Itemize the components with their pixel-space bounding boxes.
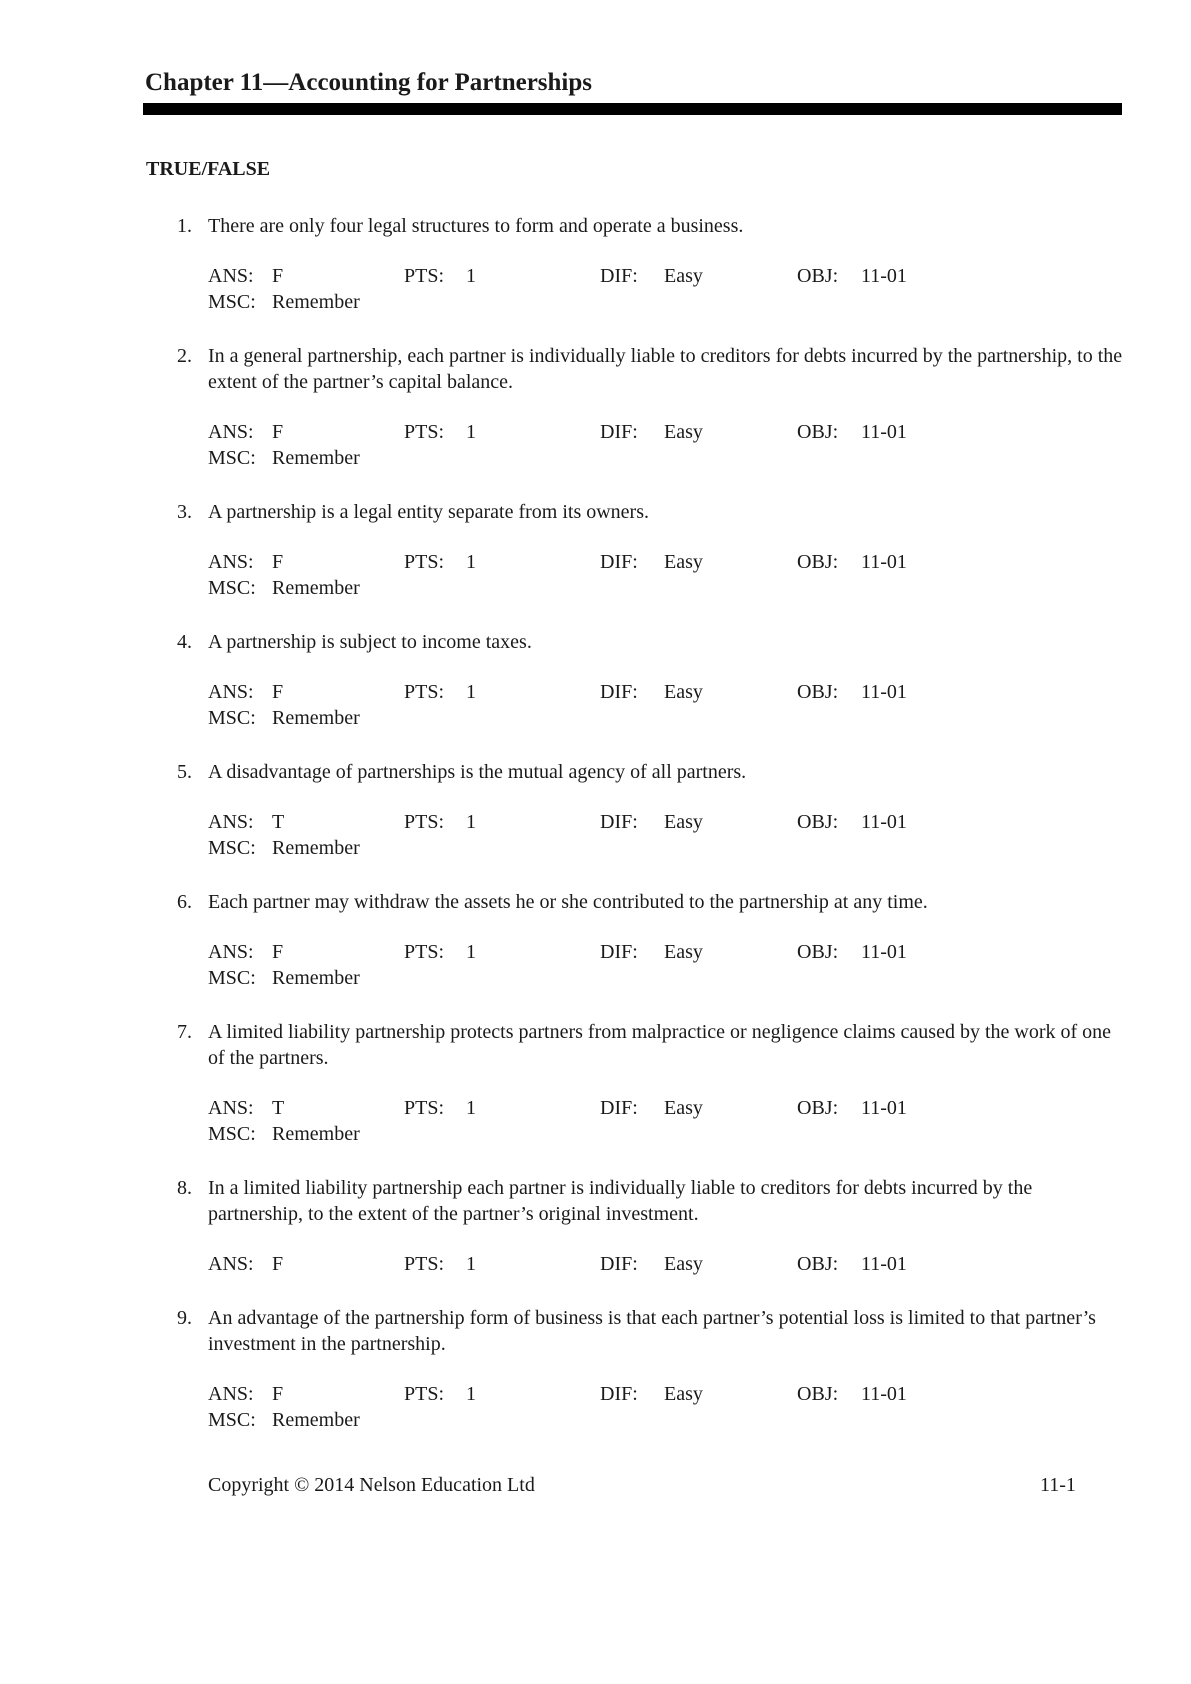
obj-label: OBJ:	[797, 1253, 839, 1275]
pts-value: 1	[466, 1097, 476, 1119]
obj-label: OBJ:	[797, 1383, 839, 1405]
pts-value: 1	[466, 1383, 476, 1405]
dif-value: Easy	[664, 1097, 703, 1119]
answer-meta-row	[208, 549, 1191, 575]
obj-value: 11-01	[861, 811, 907, 833]
question-number: 8.	[177, 1177, 192, 1199]
answer-meta	[208, 419, 1191, 471]
pts-label: PTS:	[404, 811, 445, 833]
obj-value: 11-01	[861, 551, 907, 573]
ans-value: T	[272, 1097, 285, 1119]
dif-value: Easy	[664, 1253, 703, 1275]
answer-meta	[208, 1095, 1191, 1147]
dif-label: DIF:	[600, 1253, 638, 1275]
obj-label: OBJ:	[797, 811, 839, 833]
answer-meta-row	[208, 263, 1191, 289]
answer-meta	[208, 1251, 1191, 1277]
ans-value: T	[272, 811, 285, 833]
answer-meta	[208, 679, 1191, 731]
dif-label: DIF:	[600, 265, 638, 287]
answer-meta	[208, 809, 1191, 861]
pts-label: PTS:	[404, 681, 445, 703]
msc-label: MSC:	[208, 1123, 256, 1145]
ans-label: ANS:	[208, 681, 254, 703]
question-number: 2.	[177, 345, 192, 367]
question-item	[0, 343, 1191, 471]
pts-label: PTS:	[404, 1383, 445, 1405]
msc-value: Remember	[272, 1123, 360, 1145]
ans-value: F	[272, 265, 284, 287]
dif-value: Easy	[664, 265, 703, 287]
ans-label: ANS:	[208, 941, 254, 963]
answer-meta-row	[208, 1095, 1191, 1121]
dif-label: DIF:	[600, 1097, 638, 1119]
dif-label: DIF:	[600, 681, 638, 703]
question-number: 5.	[177, 761, 192, 783]
msc-value: Remember	[272, 837, 360, 859]
question-item	[0, 499, 1191, 601]
msc-value: Remember	[272, 291, 360, 313]
dif-label: DIF:	[600, 941, 638, 963]
answer-meta-row	[208, 1251, 1191, 1277]
ans-value: F	[272, 551, 284, 573]
dif-value: Easy	[664, 551, 703, 573]
dif-label: DIF:	[600, 421, 638, 443]
pts-value: 1	[466, 421, 476, 443]
ans-value: F	[272, 1253, 284, 1275]
dif-value: Easy	[664, 811, 703, 833]
answer-meta-row	[208, 419, 1191, 445]
ans-value: F	[272, 1383, 284, 1405]
dif-label: DIF:	[600, 811, 638, 833]
question-number: 6.	[177, 891, 192, 913]
msc-label: MSC:	[208, 837, 256, 859]
question-item	[0, 1019, 1191, 1147]
dif-value: Easy	[664, 1383, 703, 1405]
answer-meta-row	[208, 575, 1191, 601]
question-text: A partnership is a legal entity separate from its owners.	[208, 501, 649, 523]
obj-value: 11-01	[861, 1383, 907, 1405]
question-item	[0, 889, 1191, 991]
answer-meta-row	[208, 1407, 1191, 1433]
question-number: 9.	[177, 1307, 192, 1329]
obj-label: OBJ:	[797, 1097, 839, 1119]
pts-label: PTS:	[404, 1253, 445, 1275]
question-text: A disadvantage of partnerships is the mutual agency of all partners.	[208, 761, 747, 783]
question-text: There are only four legal structures to form and operate a business.	[208, 215, 744, 237]
answer-meta-row	[208, 1121, 1191, 1147]
question-list	[0, 213, 1191, 1461]
answer-meta-row	[208, 965, 1191, 991]
pts-value: 1	[466, 551, 476, 573]
obj-value: 11-01	[861, 1097, 907, 1119]
obj-label: OBJ:	[797, 265, 839, 287]
question-text: Each partner may withdraw the assets he or she contributed to the partnership at any time.	[208, 891, 928, 913]
pts-label: PTS:	[404, 265, 445, 287]
dif-value: Easy	[664, 421, 703, 443]
question-number: 7.	[177, 1021, 192, 1043]
pts-label: PTS:	[404, 941, 445, 963]
obj-label: OBJ:	[797, 421, 839, 443]
obj-value: 11-01	[861, 265, 907, 287]
ans-label: ANS:	[208, 265, 254, 287]
ans-label: ANS:	[208, 811, 254, 833]
answer-meta	[208, 1381, 1191, 1433]
answer-meta	[208, 549, 1191, 601]
answer-meta	[208, 263, 1191, 315]
pts-value: 1	[466, 265, 476, 287]
ans-label: ANS:	[208, 1097, 254, 1119]
question-item	[0, 1305, 1191, 1433]
question-item	[0, 629, 1191, 731]
answer-meta-row	[208, 939, 1191, 965]
ans-label: ANS:	[208, 1253, 254, 1275]
obj-value: 11-01	[861, 1253, 907, 1275]
answer-meta-row	[208, 445, 1191, 471]
msc-value: Remember	[272, 1409, 360, 1431]
dif-label: DIF:	[600, 551, 638, 573]
question-text: A limited liability partnership protects partners from malpractice or negligence claims caused by the work of one of the partners.	[208, 1021, 1112, 1069]
answer-meta-row	[208, 809, 1191, 835]
msc-label: MSC:	[208, 447, 256, 469]
answer-meta-row	[208, 1381, 1191, 1407]
pts-label: PTS:	[404, 1097, 445, 1119]
pts-label: PTS:	[404, 551, 445, 573]
chapter-title: Chapter 11—Accounting for Partnerships	[145, 69, 592, 96]
ans-value: F	[272, 421, 284, 443]
msc-label: MSC:	[208, 967, 256, 989]
section-heading: TRUE/FALSE	[146, 158, 271, 180]
msc-value: Remember	[272, 447, 360, 469]
footer-copyright: Copyright © 2014 Nelson Education Ltd	[208, 1474, 535, 1496]
footer-page-number: 11-1	[1040, 1474, 1076, 1496]
obj-label: OBJ:	[797, 941, 839, 963]
answer-meta-row	[208, 705, 1191, 731]
question-item	[0, 1175, 1191, 1277]
pts-value: 1	[466, 681, 476, 703]
pts-value: 1	[466, 941, 476, 963]
msc-value: Remember	[272, 707, 360, 729]
ans-value: F	[272, 941, 284, 963]
obj-value: 11-01	[861, 941, 907, 963]
obj-value: 11-01	[861, 421, 907, 443]
msc-value: Remember	[272, 577, 360, 599]
pts-value: 1	[466, 811, 476, 833]
title-rule	[143, 103, 1122, 115]
msc-label: MSC:	[208, 707, 256, 729]
question-number: 3.	[177, 501, 192, 523]
obj-value: 11-01	[861, 681, 907, 703]
dif-value: Easy	[664, 681, 703, 703]
question-text: In a limited liability partnership each partner is individually liable to creditors for debts incurred by the partnership, to the extent of the partner’s original investment.	[208, 1177, 1033, 1225]
answer-meta-row	[208, 835, 1191, 861]
msc-label: MSC:	[208, 1409, 256, 1431]
answer-meta-row	[208, 679, 1191, 705]
question-item	[0, 759, 1191, 861]
msc-value: Remember	[272, 967, 360, 989]
pts-value: 1	[466, 1253, 476, 1275]
answer-meta	[208, 939, 1191, 991]
pts-label: PTS:	[404, 421, 445, 443]
ans-label: ANS:	[208, 551, 254, 573]
ans-value: F	[272, 681, 284, 703]
question-text: An advantage of the partnership form of business is that each partner’s potential loss is limited to that partner’s investment in the partnership.	[208, 1307, 1096, 1355]
dif-label: DIF:	[600, 1383, 638, 1405]
question-text: A partnership is subject to income taxes.	[208, 631, 532, 653]
question-item	[0, 213, 1191, 315]
obj-label: OBJ:	[797, 551, 839, 573]
msc-label: MSC:	[208, 291, 256, 313]
dif-value: Easy	[664, 941, 703, 963]
obj-label: OBJ:	[797, 681, 839, 703]
msc-label: MSC:	[208, 577, 256, 599]
question-number: 1.	[177, 215, 192, 237]
ans-label: ANS:	[208, 421, 254, 443]
answer-meta-row	[208, 289, 1191, 315]
ans-label: ANS:	[208, 1383, 254, 1405]
question-number: 4.	[177, 631, 192, 653]
question-text: In a general partnership, each partner is individually liable to creditors for debts incurred by the partnership, to the extent of the partner’s capital balance.	[208, 345, 1123, 393]
